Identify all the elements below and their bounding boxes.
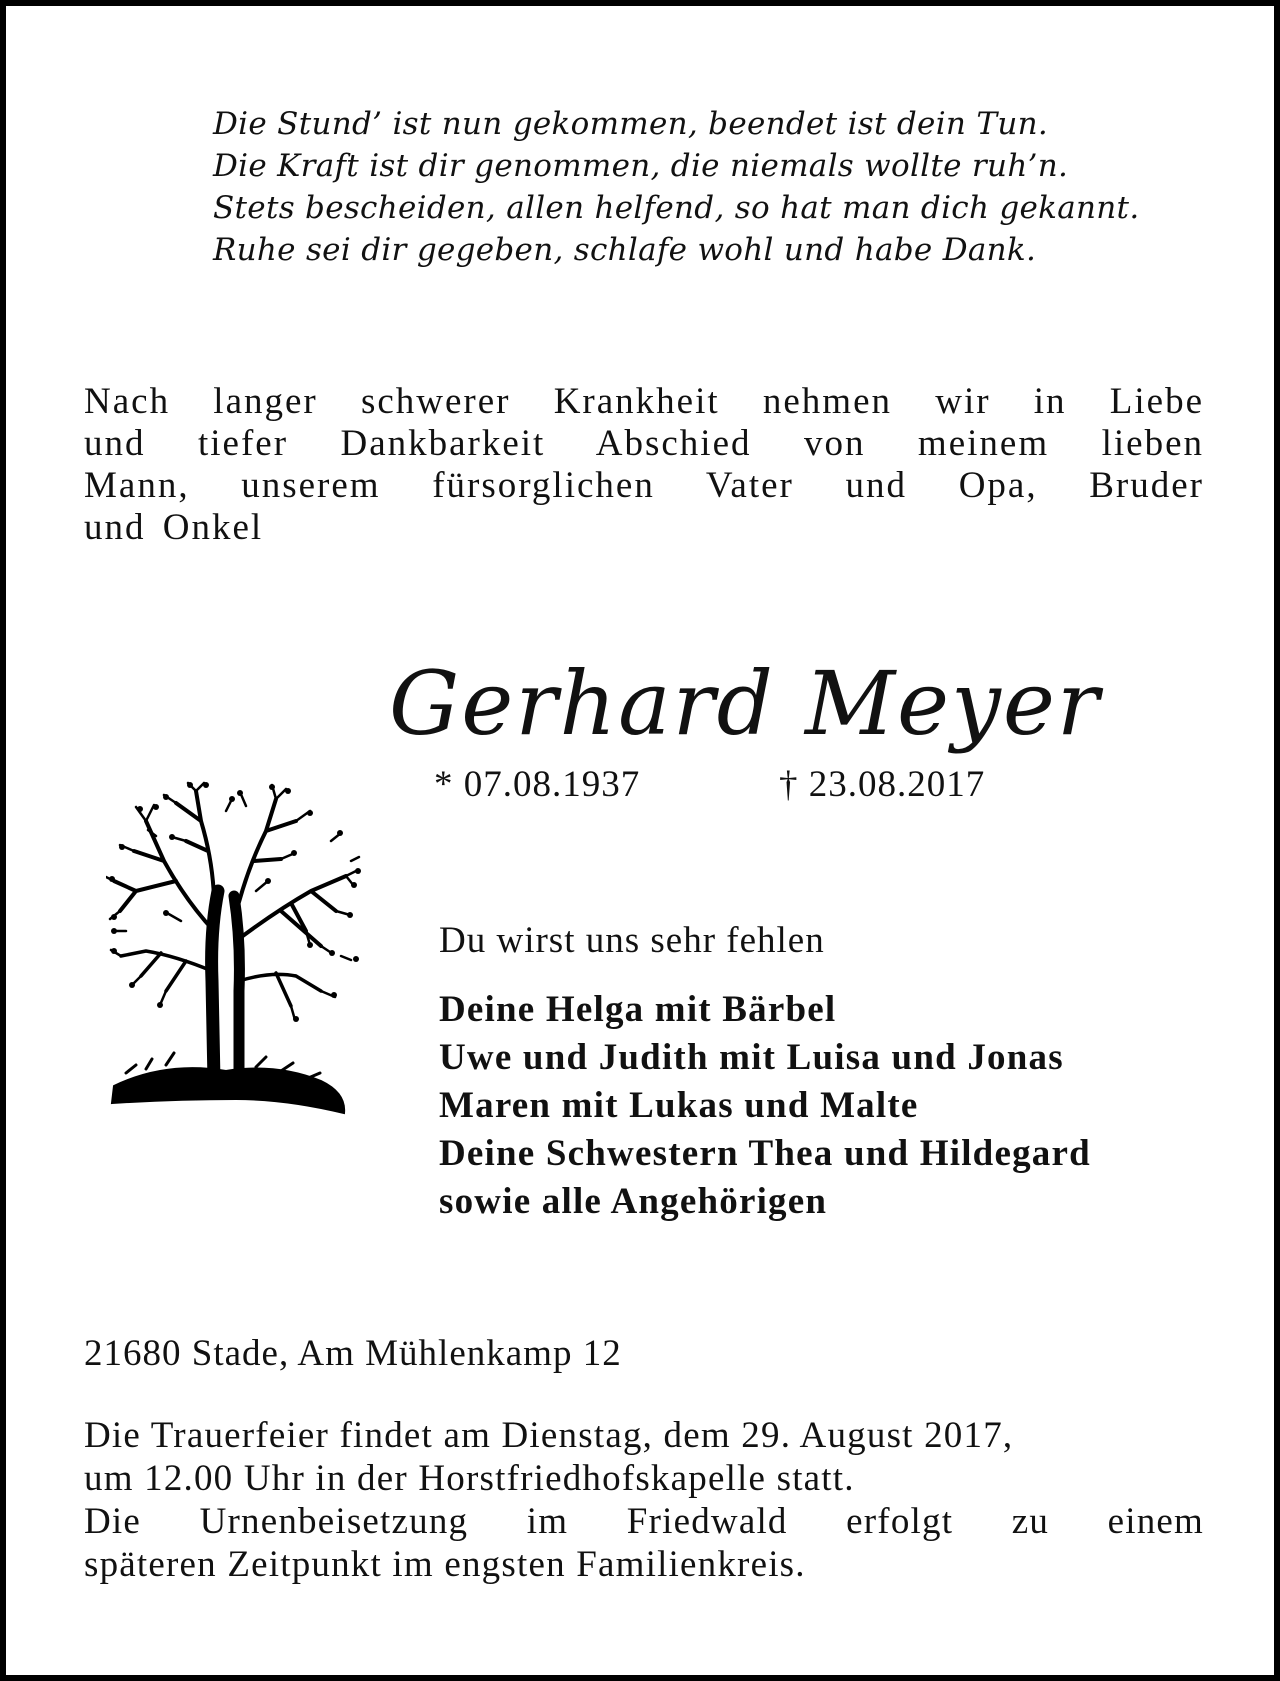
intro-line: Mann, unserem fürsorglichen Vater und Opa, Bruder (84, 465, 1204, 506)
poem (213, 103, 1213, 271)
ceremony-line: späteren Zeitpunkt im engsten Familienkreis. (84, 1544, 806, 1585)
poem-line: Die Stund’ ist nun gekommen, beendet ist dein Tun. (213, 106, 1049, 142)
miss-line: Du wirst uns sehr fehlen (439, 920, 825, 961)
address: 21680 Stade, Am Mühlenkamp 12 (84, 1333, 622, 1374)
signer-line: sowie alle Angehörigen (439, 1181, 828, 1222)
signer-line: Deine Schwestern Thea und Hildegard (439, 1133, 1091, 1174)
signer-line: Maren mit Lukas und Malte (439, 1085, 919, 1126)
poem-line: Stets bescheiden, allen helfend, so hat man dich gekannt. (213, 190, 1140, 226)
signers (439, 986, 1091, 1226)
intro-line: und tiefer Dankbarkeit Abschied von meinem lieben (84, 423, 1204, 464)
death-date: † 23.08.2017 (779, 764, 986, 805)
signer-line: Uwe und Judith mit Luisa und Jonas (439, 1037, 1064, 1078)
ceremony-line: um 12.00 Uhr in der Horstfriedhofskapelle statt. (84, 1458, 855, 1499)
ceremony-line: Die Trauerfeier findet am Dienstag, dem 29. August 2017, (84, 1415, 1014, 1456)
intro-text (84, 381, 1204, 549)
tree-illustration-icon (106, 781, 366, 1121)
signer-line: Deine Helga mit Bärbel (439, 989, 837, 1030)
intro-line: und Onkel (84, 507, 264, 548)
ceremony-line: Die Urnenbeisetzung im Friedwald erfolgt zu einem (84, 1501, 1204, 1542)
intro-line: Nach langer schwerer Krankheit nehmen wir in Liebe (84, 381, 1204, 422)
poem-line: Ruhe sei dir gegeben, schlafe wohl und habe Dank. (213, 232, 1037, 268)
birth-date: * 07.08.1937 (434, 764, 641, 805)
poem-line: Die Kraft ist dir genommen, die niemals wollte ruh’n. (213, 148, 1069, 184)
deceased-name: Gerhard Meyer (389, 652, 1101, 755)
ceremony-info (84, 1414, 1204, 1586)
